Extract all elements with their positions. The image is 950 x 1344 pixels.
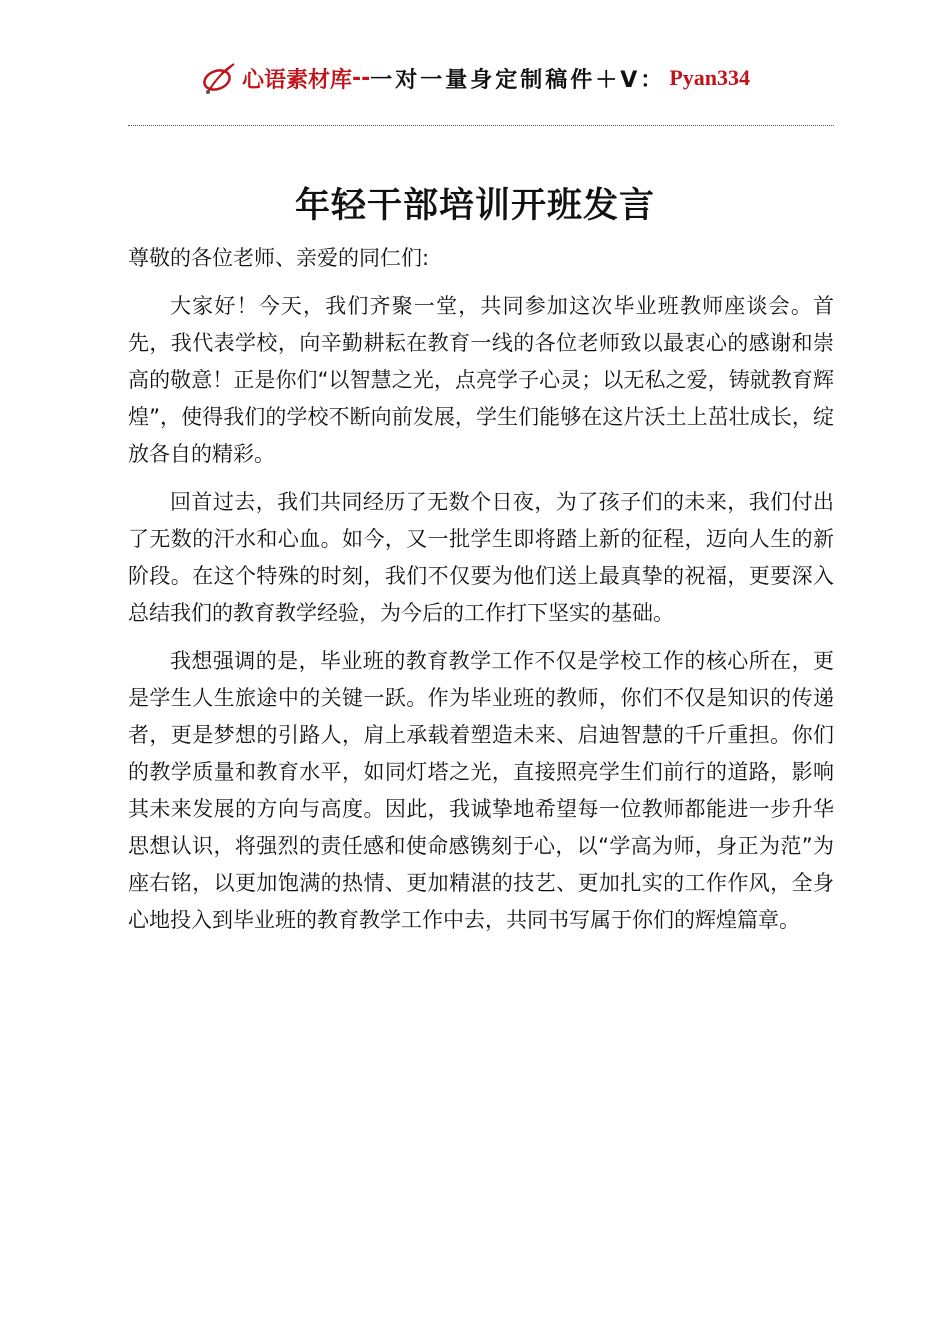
- page-header: [0, 58, 950, 102]
- feather-pen-logo-icon: [200, 58, 240, 98]
- header-line: [200, 58, 750, 98]
- document-title: 年轻干部培训开班发言: [294, 186, 655, 226]
- document-body: [128, 240, 834, 950]
- header-divider: [128, 125, 834, 126]
- brand-separator: --: [352, 65, 371, 91]
- brand-name: 心语素材库: [242, 67, 353, 93]
- header-tagline: 一对一量身定制稿件＋V：: [370, 67, 666, 93]
- paragraph: 大家好！今天，我们齐聚一堂，共同参加这次毕业班教师座谈会。首先，我代表学校，向辛勤耕耘在教育一线的各位老师致以最衷心的感谢和崇高的敬意！正是你们“以智慧之光，点亮学子心灵；以无私之爱，铸就教育辉煌”，使得我们的学校不断向前发展，学生们能够在这片沃土上茁壮成长，绽放各自的精彩。: [128, 294, 834, 466]
- paragraph: 我想强调的是，毕业班的教育教学工作不仅是学校工作的核心所在，更是学生人生旅途中的关键一跃。作为毕业班的教师，你们不仅是知识的传递者，更是梦想的引路人，肩上承载着塑造未来、启迪智慧的千斤重担。你们的教学质量和教育水平，如同灯塔之光，直接照亮学生们前行的道路，影响其未来发展的方向与高度。因此，我诚挚地希望每一位教师都能进一步升华思想认识，将强烈的责任感和使命感镌刻于心，以“学高为师，身正为范”为座右铭，以更加饱满的热情、更加精湛的技艺、更加扎实的工作作风，全身心地投入到毕业班的教育教学工作中去，共同书写属于你们的辉煌篇章。: [128, 649, 834, 932]
- paragraph: 回首过去，我们共同经历了无数个日夜，为了孩子们的未来，我们付出了无数的汗水和心血。如今，又一批学生即将踏上新的征程，迈向人生的新阶段。在这个特殊的时刻，我们不仅要为他们送上最真挚的祝福，更要深入总结我们的教育教学经验，为今后的工作打下坚实的基础。: [128, 490, 834, 625]
- salutation: 尊敬的各位老师、亲爱的同仁们:: [128, 246, 430, 270]
- contact-id: Pyan334: [669, 65, 750, 90]
